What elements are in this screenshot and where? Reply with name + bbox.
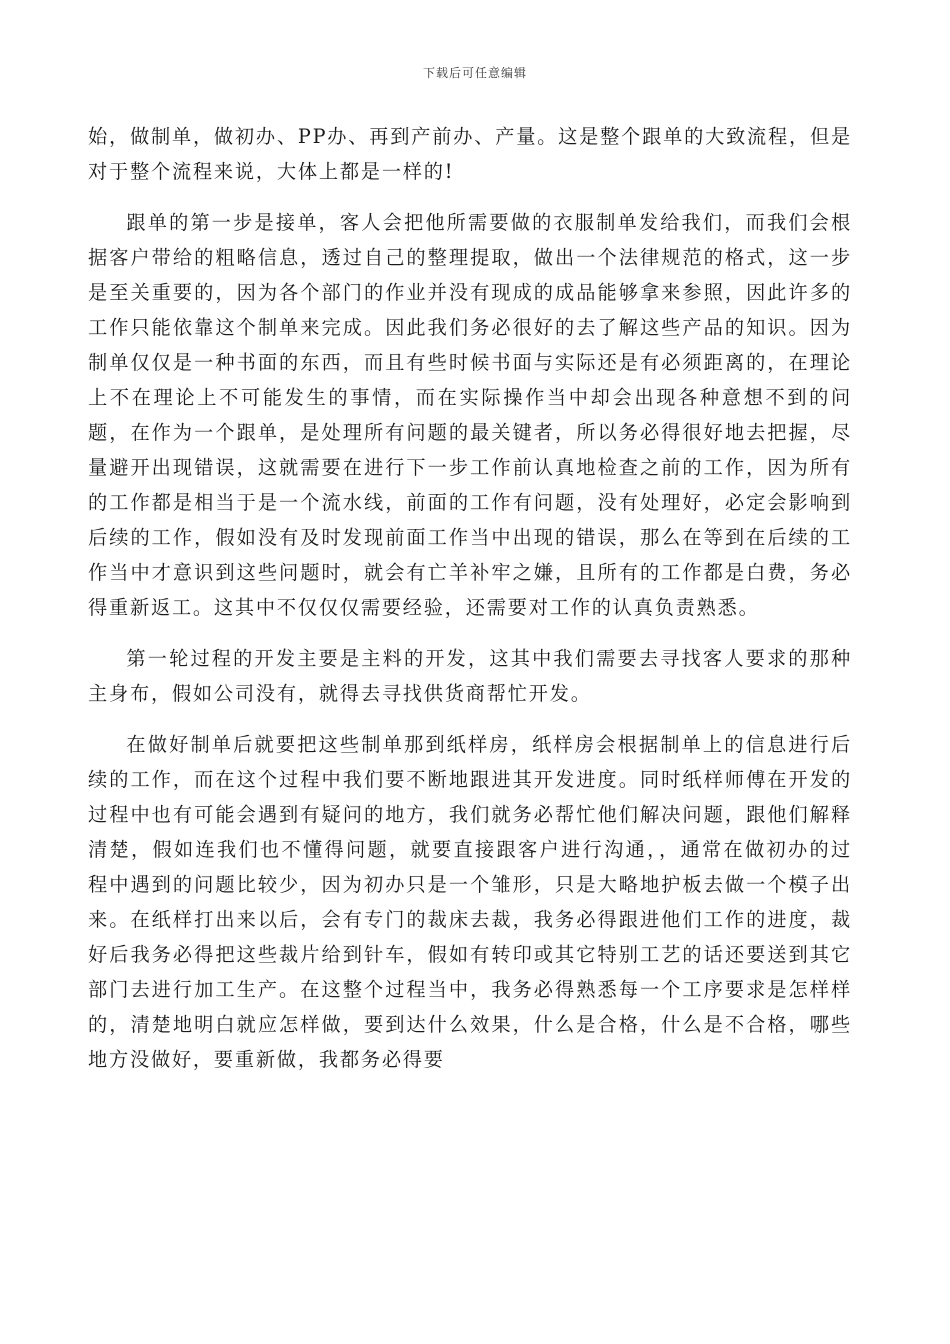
paragraph-order-taking: 跟单的第一步是接单，客人会把他所需要做的衣服制单发给我们，而我们会根据客户带给的粗略信息，透过自己的整理提取，做出一个法律规范的格式，这一步是至关重要的，因为各个部门的作业并没有现成的成品能够拿来参照，因此许多的工作只能依靠这个制单来完成。因此我们务必很好的去了解这些产品的知识。因为制单仅仅是一种书面的东西，而且有些时候书面与实际还是有必须距离的，在理论上不在理论上不可能发生的事情，而在实际操作当中却会出现各种意想不到的问题，在作为一个跟单，是处理所有问题的最关键者，所以务必得很好地去把握，尽量避开出现错误，这就需要在进行下一步工作前认真地检查之前的工作，因为所有的工作都是相当于是一个流水线，前面的工作有问题，没有处理好，必定会影响到后续的工作，假如没有及时发现前面工作当中出现的错误，那么在等到在后续的工作当中才意识到这些问题时，就会有亡羊补牢之嫌，且所有的工作都是白费，务必得重新返工。这其中不仅仅仅需要经验，还需要对工作的认真负责熟悉。	[88, 211, 852, 619]
paragraph-pattern-room: 在做好制单后就要把这些制单那到纸样房，纸样房会根据制单上的信息进行后续的工作，而在这个过程中我们要不断地跟进其开发进度。同时纸样师傅在开发的过程中也有可能会遇到有疑问的地方，我们就务必帮忙他们解决问题，跟他们解释清楚，假如连我们也不懂得问题，就要直接跟客户进行沟通，，通常在做初办的过程中遇到的问题比较少，因为初办只是一个雏形，只是大略地护板去做一个模子出来。在纸样打出来以后，会有专门的裁床去裁，我务必得跟进他们工作的进度，裁好后我务必得把这些裁片给到针车，假如有转印或其它特别工艺的话还要送到其它部门去进行加工生产。在这整个过程当中，我务必得熟悉每一个工序要求是怎样样的，清楚地明白就应怎样做，要到达什么效果，什么是合格，什么是不合格，哪些地方没做好，要重新做，我都务必得要	[88, 733, 852, 1071]
page-header: 下载后可任意编辑	[422, 66, 527, 80]
document-body	[88, 119, 852, 1093]
paragraph-continuation: 始，做制单，做初办、PP办、再到产前办、产量。这是整个跟单的大致流程，但是对于整个流程来说，大体上都是一样的!	[88, 125, 852, 183]
paragraph-main-material: 第一轮过程的开发主要是主料的开发，这其中我们需要去寻找客人要求的那种主身布，假如公司没有，就得去寻找供货商帮忙开发。	[88, 647, 852, 705]
